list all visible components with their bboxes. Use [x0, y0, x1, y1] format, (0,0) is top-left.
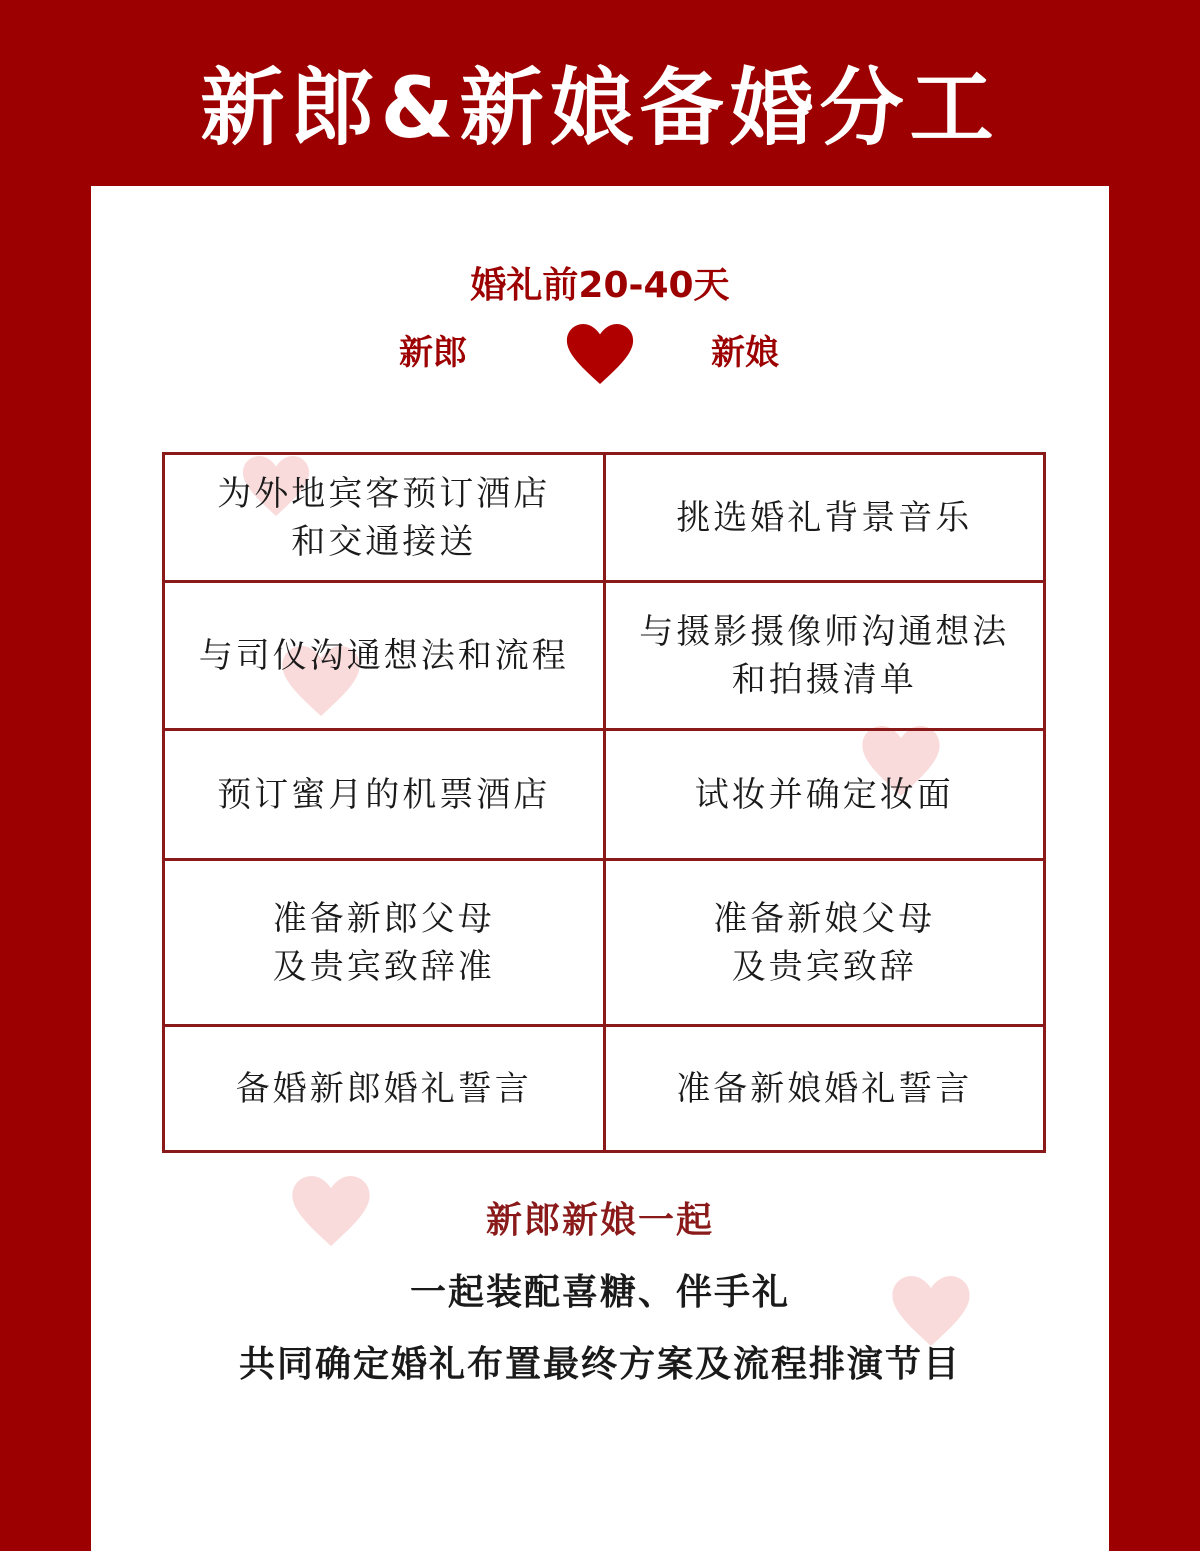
phase-heading: 婚礼前20-40天 — [470, 265, 730, 306]
bride-task-cell — [604, 582, 1045, 730]
table-row — [164, 454, 1045, 582]
together-title: 新郎新娘一起 — [485, 1200, 714, 1241]
groom-task: 与司仪沟通想法和流程 — [198, 635, 569, 676]
together-item: 共同确定婚礼布置最终方案及流程排演节目 — [238, 1344, 961, 1385]
bride-label: 新娘 — [711, 333, 779, 373]
page-title: 新郎&新娘备婚分工 — [200, 59, 1000, 157]
bride-task: 准备新娘婚礼誓言 — [676, 1068, 973, 1109]
bride-task-cell — [604, 1026, 1045, 1152]
bride-task-cell — [604, 860, 1045, 1026]
bride-task-cell — [604, 454, 1045, 582]
table-row — [164, 1026, 1045, 1152]
together-section — [91, 1196, 1109, 1390]
heart-icon — [566, 324, 634, 384]
groom-task: 预订蜜月的机票酒店 — [217, 774, 551, 815]
bride-task: 试妆并确定妆面 — [694, 774, 954, 815]
bride-task: 与摄影摄像师沟通想法 和拍摄清单 — [639, 611, 1010, 700]
task-table — [162, 452, 1046, 1153]
bride-task: 挑选婚礼背景音乐 — [676, 497, 973, 538]
table-row — [164, 860, 1045, 1026]
groom-task-cell — [164, 730, 605, 860]
groom-task-cell — [164, 1026, 605, 1152]
bride-task-cell — [604, 730, 1045, 860]
groom-label: 新郎 — [399, 333, 467, 373]
table-row — [164, 582, 1045, 730]
groom-task-cell — [164, 454, 605, 582]
groom-task: 备婚新郎婚礼誓言 — [235, 1068, 532, 1109]
together-item: 一起装配喜糖、伴手礼 — [409, 1272, 790, 1313]
bride-task: 准备新娘父母 及贵宾致辞 — [713, 898, 936, 987]
groom-task-cell — [164, 582, 605, 730]
content-card — [91, 186, 1109, 1551]
table-row — [164, 730, 1045, 860]
groom-task: 准备新郎父母 及贵宾致辞准 — [272, 898, 495, 987]
groom-task: 为外地宾客预订酒店 和交通接送 — [217, 473, 551, 562]
groom-task-cell — [164, 860, 605, 1026]
